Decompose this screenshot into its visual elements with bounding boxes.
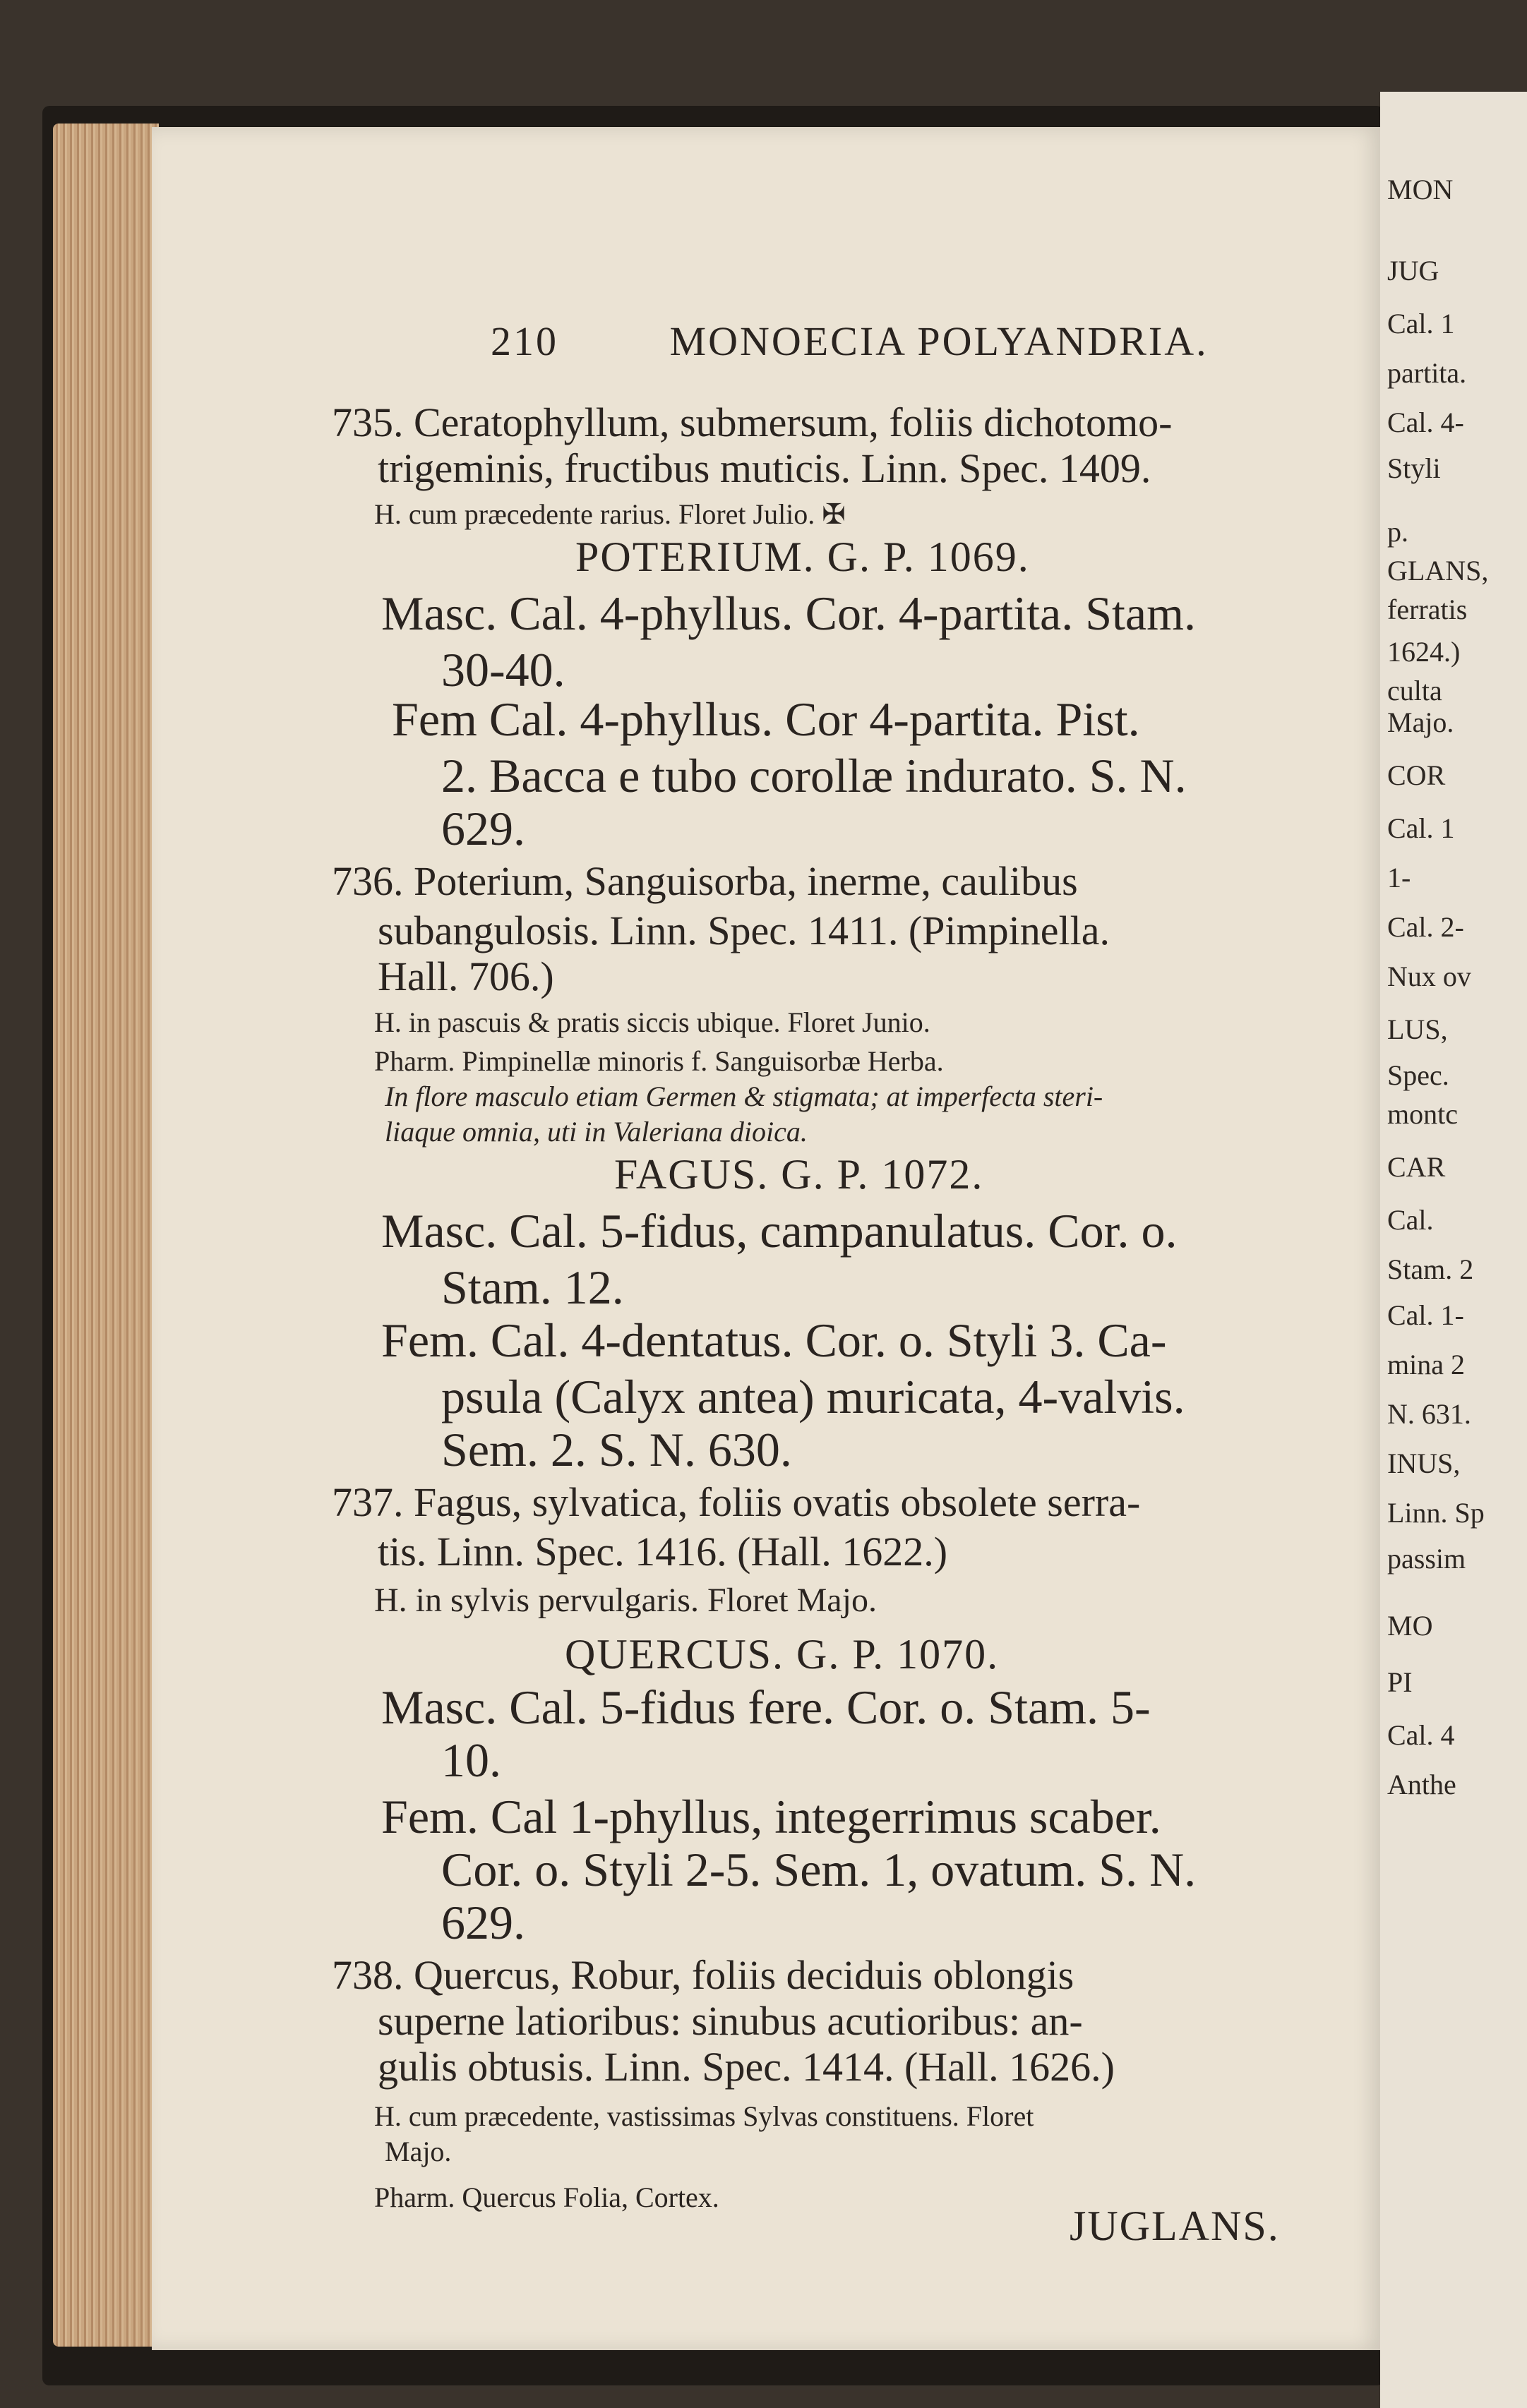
text-line: H. in sylvis pervulgaris. Floret Majo.: [374, 1582, 877, 1619]
text-line: Masc. Cal. 5-fidus, campanulatus. Cor. o.: [381, 1204, 1178, 1258]
book-page: [152, 127, 1380, 2350]
text-line: psula (Calyx antea) muricata, 4-valvis.: [441, 1370, 1185, 1423]
strip-text: Stam. 2: [1387, 1253, 1474, 1285]
text-line: 737. Fagus, sylvatica, foliis ovatis obsolete serra-: [332, 1479, 1141, 1525]
text-line: 629.: [441, 1896, 525, 1949]
text-line: H. in pascuis & pratis siccis ubique. Floret Junio.: [374, 1006, 930, 1038]
strip-text: montc: [1387, 1098, 1458, 1130]
text-line: H. cum præcedente rarius. Floret Julio. ✠: [374, 498, 846, 530]
strip-text: LUS,: [1387, 1013, 1448, 1045]
text-line: Cor. o. Styli 2-5. Sem. 1, ovatum. S. N.: [441, 1843, 1197, 1896]
strip-text: Styli: [1387, 452, 1441, 484]
page-edges: [53, 124, 159, 2347]
strip-text: Cal. 1-: [1387, 1299, 1464, 1331]
text-line: subangulosis. Linn. Spec. 1411. (Pimpinella.: [378, 908, 1110, 953]
strip-text: Linn. Sp: [1387, 1497, 1485, 1529]
text-line: In flore masculo etiam Germen & stigmata; at imperfecta steri-: [385, 1080, 1103, 1112]
strip-text: PI: [1387, 1666, 1413, 1698]
strip-text: CAR: [1387, 1151, 1446, 1183]
text-line: tis. Linn. Spec. 1416. (Hall. 1622.): [378, 1529, 948, 1575]
strip-text: INUS,: [1387, 1447, 1461, 1479]
strip-text: partita.: [1387, 357, 1467, 389]
text-line: H. cum præcedente, vastissimas Sylvas constituens. Floret: [374, 2100, 1034, 2132]
strip-text: GLANS,: [1387, 555, 1489, 586]
strip-text: 1-: [1387, 862, 1411, 893]
strip-text: Cal. 4-: [1387, 407, 1464, 438]
text-line: Fem. Cal 1-phyllus, integerrimus scaber.: [381, 1790, 1161, 1843]
strip-text: Anthe: [1387, 1769, 1456, 1800]
text-line: Masc. Cal. 5-fidus fere. Cor. o. Stam. 5-: [381, 1680, 1151, 1734]
strip-text: Majo.: [1387, 706, 1454, 738]
strip-text: mina 2: [1387, 1349, 1465, 1380]
strip-text: Nux ov: [1387, 961, 1471, 992]
strip-text: MON: [1387, 174, 1454, 205]
strip-text: passim: [1387, 1543, 1466, 1575]
text-line: 736. Poterium, Sanguisorba, inerme, caulibus: [332, 858, 1078, 904]
strip-text: N. 631.: [1387, 1398, 1471, 1430]
strip-text: 1624.): [1387, 636, 1461, 668]
strip-text: JUG: [1387, 255, 1439, 287]
next-page-strip: [1380, 92, 1527, 2408]
text-line: 10.: [441, 1733, 501, 1787]
page-title: MONOECIA POLYANDRIA.: [669, 318, 1209, 364]
text-line: trigeminis, fructibus muticis. Linn. Spec. 1409.: [378, 445, 1151, 491]
strip-text: Cal. 1: [1387, 812, 1455, 844]
catchword: JUGLANS.: [1070, 2203, 1280, 2249]
genus-heading: QUERCUS. G. P. 1070.: [565, 1631, 1000, 1678]
text-line: Pharm. Quercus Folia, Cortex.: [374, 2181, 719, 2213]
strip-text: Cal.: [1387, 1204, 1434, 1236]
genus-heading: FAGUS. G. P. 1072.: [614, 1151, 984, 1198]
strip-text: Cal. 2-: [1387, 911, 1464, 943]
text-line: 629.: [441, 802, 525, 855]
strip-text: Cal. 1: [1387, 308, 1455, 339]
genus-heading: POTERIUM. G. P. 1069.: [575, 534, 1030, 580]
text-line: 2. Bacca e tubo corollæ indurato. S. N.: [441, 749, 1187, 802]
running-header: [491, 318, 1209, 365]
text-line: Pharm. Pimpinellæ minoris f. Sanguisorbæ Herba.: [374, 1045, 944, 1077]
strip-text: MO: [1387, 1610, 1433, 1642]
text-line: Fem Cal. 4-phyllus. Cor 4-partita. Pist.: [392, 692, 1140, 746]
text-line: 738. Quercus, Robur, foliis deciduis oblongis: [332, 1952, 1074, 1998]
strip-text: culta: [1387, 675, 1442, 706]
text-line: Masc. Cal. 4-phyllus. Cor. 4-partita. Stam.: [381, 586, 1196, 640]
text-line: Majo.: [385, 2136, 452, 2167]
text-line: 735. Ceratophyllum, submersum, foliis dichotomo-: [332, 399, 1173, 445]
text-line: 30-40.: [441, 643, 565, 697]
page-number: 210: [491, 318, 558, 364]
strip-text: COR: [1387, 759, 1446, 791]
text-line: Sem. 2. S. N. 630.: [441, 1423, 792, 1476]
strip-text: Cal. 4: [1387, 1719, 1455, 1751]
strip-text: ferratis: [1387, 594, 1468, 625]
text-line: Fem. Cal. 4-dentatus. Cor. o. Styli 3. Ca-: [381, 1313, 1167, 1367]
text-line: Hall. 706.): [378, 953, 554, 999]
text-line: superne latioribus: sinubus acutioribus: an-: [378, 1998, 1083, 2044]
strip-text: Spec.: [1387, 1059, 1449, 1091]
text-line: Stam. 12.: [441, 1260, 624, 1314]
strip-text: p.: [1387, 516, 1408, 548]
text-line: liaque omnia, uti in Valeriana dioica.: [385, 1116, 808, 1148]
text-line: gulis obtusis. Linn. Spec. 1414. (Hall. 1626.): [378, 2044, 1115, 2090]
